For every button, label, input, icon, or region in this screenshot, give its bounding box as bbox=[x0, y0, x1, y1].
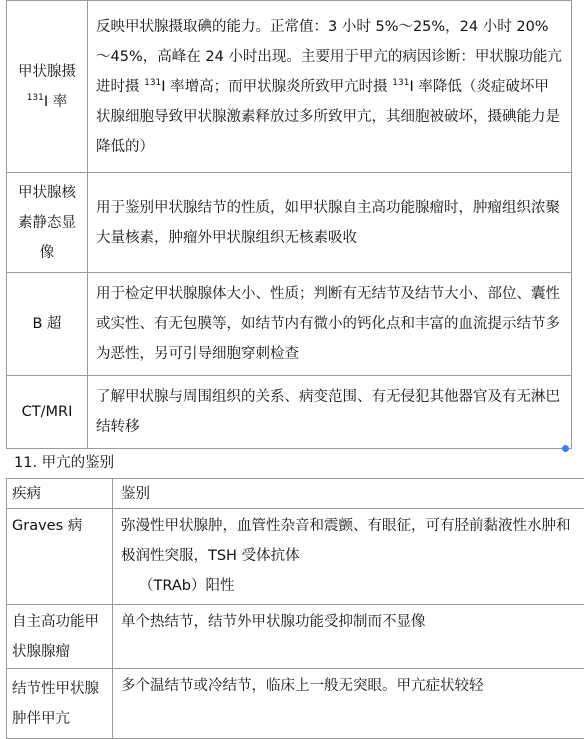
table-row bbox=[7, 605, 584, 669]
thyroid-tests-table bbox=[6, 0, 572, 449]
test-name-cell bbox=[7, 173, 88, 273]
selection-handle[interactable] bbox=[562, 445, 569, 452]
test-description: 用于检定甲状腺腺体大小、性质；判断有无结节及结节大小、部位、囊性或实性、有无包膜等，如结节内有微小的钙化点和丰富的血流提示结节多为恶性，另可引导细胞穿刺检查 bbox=[96, 286, 560, 362]
table-row bbox=[7, 273, 572, 376]
table-row bbox=[7, 1, 572, 173]
test-name-cell bbox=[7, 1, 88, 173]
disease-name: Graves 病 bbox=[12, 518, 82, 534]
disease-name: 自主高功能甲状腺腺瘤 bbox=[12, 614, 99, 660]
table-header-row bbox=[7, 479, 584, 509]
column-header-differential: 鉴别 bbox=[113, 479, 584, 509]
test-name: B 超 bbox=[32, 316, 61, 332]
differential-cell bbox=[113, 605, 584, 669]
differential-text: 弥漫性甲状腺肿，血管性杂音和震颤、有眼征，可有胫前黏液性水肿和极润性突服，TSH 受体抗体 bbox=[121, 518, 571, 564]
test-description-part: I 率增高；而甲状腺炎所致甲亢时摄 bbox=[161, 79, 392, 95]
test-name: CT/MRI bbox=[22, 404, 73, 420]
differential-cell bbox=[113, 669, 584, 739]
column-header-disease: 疾病 bbox=[7, 479, 113, 509]
isotope-superscript: 131 bbox=[27, 93, 44, 103]
test-description-part: I 率降低（炎症破坏甲状腺细胞导致甲状腺激素释放过多所致甲亢，其细胞被破坏，摄碘能力是降低的） bbox=[96, 79, 560, 155]
test-description-cell bbox=[88, 173, 572, 273]
test-description-part: 反映甲状腺摄取碘的能力。正常值：3 小时 5%～25%，24 小时 20%～45%，高峰在 24 小时出现。主要用于甲亢的病因诊断：甲状腺功能亢进时摄 bbox=[96, 19, 562, 95]
section-title: 11. 甲亢的鉴别 bbox=[14, 452, 114, 474]
test-name-tail: I 率 bbox=[44, 94, 67, 110]
isotope-superscript: 131 bbox=[392, 78, 409, 88]
antibody-note: （TRAb）阳性 bbox=[121, 571, 577, 601]
differential-text: 多个温结节或冷结节，临床上一般无突眼。甲亢症状较轻 bbox=[121, 678, 484, 694]
disease-name: 结节性甲状腺肿伴甲亢 bbox=[12, 681, 99, 727]
test-description: 了解甲状腺与周围组织的关系、病变范围、有无侵犯其他器官及有无淋巴结转移 bbox=[96, 389, 560, 435]
disease-cell bbox=[7, 605, 113, 669]
table-row bbox=[7, 669, 584, 739]
differential-cell bbox=[113, 509, 584, 605]
test-name: 甲状腺摄 bbox=[18, 64, 76, 80]
test-name-cell bbox=[7, 376, 88, 449]
table-row bbox=[7, 509, 584, 605]
test-description: 用于鉴别甲状腺结节的性质，如甲状腺自主高功能腺瘤时，肿瘤组织浓聚大量核素，肿瘤外甲状腺组织无核素吸收 bbox=[96, 200, 560, 246]
test-name: 甲状腺核素静态显像 bbox=[18, 185, 76, 261]
test-name-cell bbox=[7, 273, 88, 376]
table-row bbox=[7, 173, 572, 273]
test-description-cell bbox=[88, 1, 572, 173]
disease-cell bbox=[7, 509, 113, 605]
differential-text: 单个热结节，结节外甲状腺功能受抑制而不显像 bbox=[121, 614, 426, 630]
disease-cell bbox=[7, 669, 113, 739]
test-description-cell bbox=[88, 376, 572, 449]
table-row bbox=[7, 376, 572, 449]
test-description-cell bbox=[88, 273, 572, 376]
isotope-superscript: 131 bbox=[144, 78, 161, 88]
differential-diagnosis-table bbox=[6, 478, 584, 739]
